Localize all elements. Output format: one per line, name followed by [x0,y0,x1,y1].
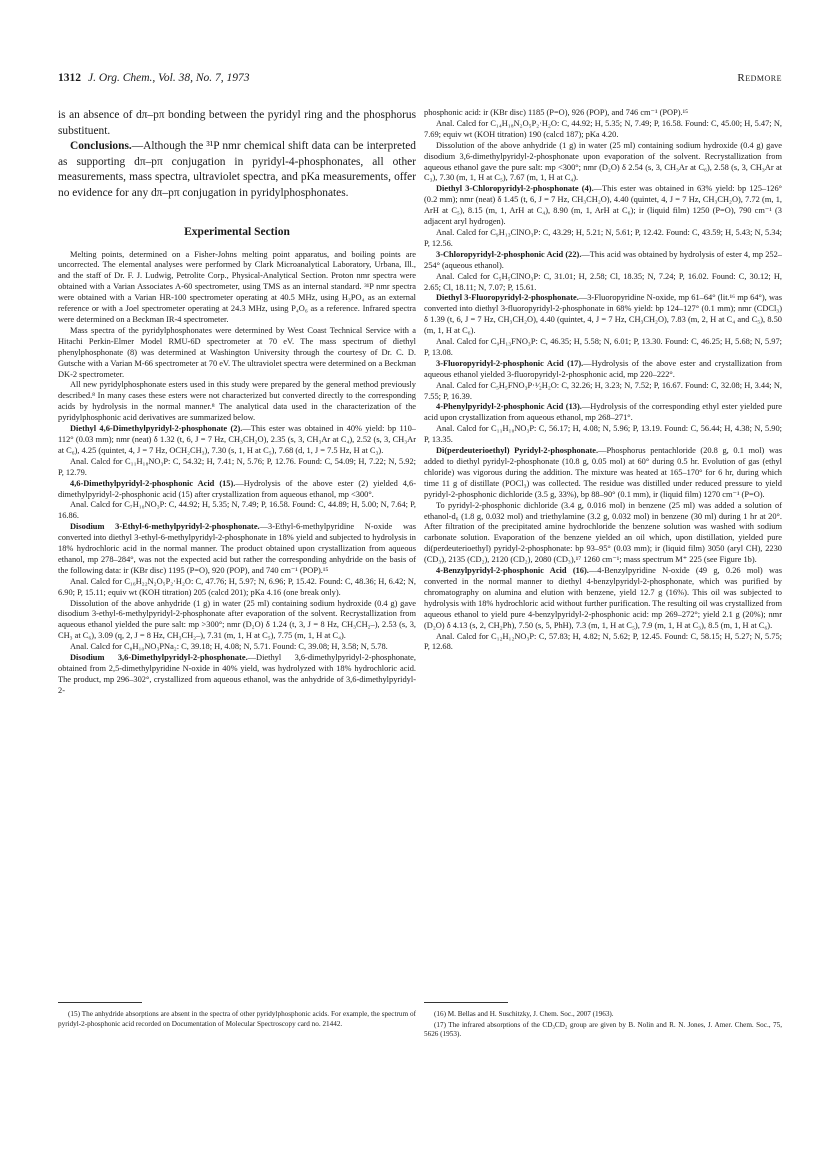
compound-paragraph: 4-Phenylpyridyl-2-phosphonic Acid (13).—Hydrolysis of the corresponding ethyl ester yielded pure acid upon crystallization from aqueous ethanol, mp 268–271°. [424,402,782,423]
compound-heading: 3-Chloropyridyl-2-phosphonic Acid (22). [436,249,582,259]
compound-paragraph: 4-Benzylpyridyl-2-phosphonic Acid (16).—4-Benzylpyridine N-oxide (49 g, 0.26 mol) was converted in the normal manner to diethyl 4-benzylpyridyl-2-phosphonate, which was purified by chromatography on alumina and elution with benzene, yield 12.7 g (16%). This oil was subjected to hydrolysis with 18% hydrochloric acid without further purification. The resulting oil was crystallized from aqueous ethanol to yield pure 4-benzylpyridyl-2-phosphonic acid: mp 269–272°; yield 2.1 g (20%); nmr (D₂O) δ 4.13 (s, 2, CH₂Ph), 7.50 (s, 5, PhH), 7.3 (m, 1, H at C₅), 7.9 (m, 1, H at C₃), 8.5 (m, 1, H at C₆). [424,566,783,630]
compound-paragraph: 3-Fluoropyridyl-2-phosphonic Acid (17).—Hydrolysis of the above ester and crystallization from aqueous ethanol yielded 3-fluoropyridyl-2-phosphonic acid, mp 220–222°. [424,358,782,379]
conclusions-heading: Conclusions. [70,140,132,153]
compound-heading: Disodium 3,6-Dimethylpyridyl-2-phosphonate. [70,653,248,663]
analysis-paragraph: Anal. Calcd for C₇H₁₀NO₃P: C, 44.92; H, 5.35; N, 7.49; P, 16.58. Found: C, 44.89; H, 5.00; N, 7.64; P, 16.86. [58,500,416,521]
compound-paragraph: Diethyl 3-Chloropyridyl-2-phosphonate (4).—This ester was obtained in 63% yield: bp 125–126° (0.2 mm); nmr (neat) δ 1.45 (t, 6, J = 7 Hz, CH₃CH₂O), 4.40 (quintet, 4, J = 7 Hz, CH₃CH₂O), 7.72 (m, 1, ArH at C₅), 8.15 (m, 1, ArH at C₄), 8.90 (m, 1, ArH at C₆); ir (liquid film) 1250 (P=O), 790 cm⁻¹ (3 adjacent aryl hydrogen). [424,184,782,227]
procedure-paragraph: To pyridyl-2-phosphonic dichloride (3.4 g, 0.016 mol) in benzene (25 ml) was added a solution of ethanol-d₆ (1.8 g, 0.032 mol) and triethylamine (3.2 g, 0.032 mol) in benzene (30 ml) during 1 hr at 20°. After filtration of the precipitated amine hydrochloride the benzene solution was washed with sodium carbonate solution. Evaporation of the benzene yielded an oil which, upon distillation, yielded pure di(perdeuterioethyl) pyridyl-2-phosphonate: bp 93–95° (0.03 mm); ir (liquid film) 3050 (aryl CH), 2230 (CD₃), 2135 (CD₂), 2120 (CD₂), 2080 (CD₃),¹⁷ 1260 cm⁻¹; mass spectrum M⁺ 225 (see Figure 1b). [424,500,782,565]
procedure-paragraph: Dissolution of the above anhydride (1 g) in water (25 ml) containing sodium hydroxide (0.4 g) gave disodium 3-ethyl-6-methylpyridyl-2-phosphonate after evaporation of the solvent. Recrystallization from aqueous ethanol yielded the pure salt: mp >300°; nmr (D₂O) δ 1.24 (t, 3, J = 8 Hz, CH₃CH₂–), 2.53 (s, 3, CH₃ at C₆), 3.09 (q, 2, J = 8 Hz, CH₃CH₂–), 7.31 (m, 1, H at C₅), 7.75 (m, 1, H at C₄). [58,598,416,641]
analysis-paragraph: Anal. Calcd for C₉H₁₃FNO₃P: C, 46.35; H, 5.58; N, 6.01; P, 13.30. Found: C, 46.25; H, 5.68; N, 5.97; P, 13.08. [424,337,782,357]
conclusions-text: —Although the ³¹P nmr chemical shift data can be interpreted as supporting dπ–pπ conjugation in pyridyl-4-phosphonates, all other measurements, mass spectra, ultraviolet spectra, and pKa measurements, offer no evidence for any dπ–pπ conjugation in pyridylphosphonates. [58,140,416,199]
journal-citation: J. Org. Chem., Vol. 38, No. 7, 1973 [88,72,250,84]
compound-paragraph: Disodium 3-Ethyl-6-methylpyridyl-2-phosphonate.—3-Ethyl-6-methylpyridine N-oxide was converted into diethyl 3-ethyl-6-methylpyridyl-2-phosphonate in 18% yield and subjected to hydrolysis in 18% hydrochloric acid in the normal manner. The product obtained upon crystallization from aqueous ethanol, mp 278–284°, was not the expected acid but rather the corresponding anhydride on the basis of the following data: ir (KBr disc) 1195 (P=O), 920 (POP), and 740 cm⁻¹ (POP).¹⁵ [58,522,417,575]
compound-heading: Di(perdeuterioethyl) Pyridyl-2-phosphonate. [436,446,599,456]
compound-heading: Disodium 3-Ethyl-6-methylpyridyl-2-phosphonate. [70,522,260,532]
analysis-paragraph: Anal. Calcd for C₅H₅ClNO₃P: C, 31.01; H, 2.58; Cl, 18.35; N, 7.24; P, 16.02. Found: C, 30.12; H, 2.65; Cl, 18.11; N, 7.07; P, 15.61. [424,271,782,292]
experimental-section-title: Experimental Section [184,225,290,238]
analysis-paragraph: Anal. Calcd for C₁₄H₁₈N₂O₅P₂·H₂O: C, 44.92; H, 5.35; N, 7.49; P, 16.58. Found: C, 45.00; H, 5.47; N, 7.69; equiv wt (KOH titration) 190 (calcd 187); pKa 4.20. [424,118,782,139]
analysis-paragraph: Anal. Calcd for C₈H₁₀NO₃PNa₂: C, 39.18; H, 4.08; N, 5.71. Found: C, 39.08; H, 3.58; N, 5.78. [70,642,388,652]
continued-paragraph: phosphonic acid: ir (KBr disc) 1185 (P=O), 926 (POP), and 746 cm⁻¹ (POP).¹⁵ [424,108,689,117]
general-method-paragraph: All new pyridylphosphonate esters used in this study were prepared by the general method previously described.⁸ In many cases these esters were not characterized but converted directly to the corresponding acids by hydrolysis in the normal manner.⁸ The analytical data used in the characterization of the pyridylphosphonic acid derivatives are summarized below. [58,380,416,423]
running-author: Redmore [737,72,782,84]
compound-paragraph: 3-Chloropyridyl-2-phosphonic Acid (22).—This acid was obtained by hydrolysis of ester 4, mp 252–254° (aqueous ethanol). [424,249,782,270]
analysis-paragraph: Anal. Calcd for C₁₁H₁₈NO₃P: C, 54.32; H, 7.41; N, 5.76; P, 12.76. Found: C, 54.09; H, 7.22; N, 5.92; P, 12.79. [58,456,416,477]
compound-paragraph: Diethyl 3-Fluoropyridyl-2-phosphonate.—3-Fluoropyridine N-oxide, mp 61–64° (lit.¹⁶ mp 64°), was converted into diethyl 3-fluoropyridyl-2-phosphonate in 68% yield: bp 124–127° (0.1 mm); nmr (CDCl₃) δ 1.39 (t, 6, J = 7 Hz, CH₃CH₂O), 4.40 (quintet, 4, J = 7 Hz, CH₃CH₂O), 7.83 (m, 2, H at C₄ and C₅), 8.50 (m, 1, H at C₆). [424,293,782,336]
analysis-paragraph: Anal. Calcd for C₉H₁₃ClNO₃P: C, 43.29; H, 5.21; N, 5.61; P, 12.42. Found: C, 43.59; H, 5.43; N, 5.34; P, 12.56. [424,227,782,248]
footnote-15: (15) The anhydride absorptions are absent in the spectra of other pyridylphosphonic acids. For example, the spectrum of pyridyl-2-phosphonic acid recorded on Documentation of Molecular Spectroscopy card no. 21442. [58,1010,416,1028]
compound-heading: 4-Phenylpyridyl-2-phosphonic Acid (13). [436,402,582,412]
footnotes-right [424,1010,782,1041]
footnote-17: (17) The infrared absorptions of the CD₃CD₂ group are given by B. Nolin and R. N. Jones, J. Amer. Chem. Soc., 75, 5626 (1953). [424,1020,782,1039]
page-header [58,72,782,88]
methods-paragraph: Melting points, determined on a Fisher-Johns melting point apparatus, and boiling points are uncorrected. The elemental analyses were performed by Clark Microanalytical Laboratory, Urbana, Ill., and the staff of Dr. F. J. Ludwig, Petrolite Corp., Physical-Analytical Section. Proton nmr spectra were obtained with a Varian Associates A-60 spectrometer, using TMS as an internal standard. ³¹P nmr spectra were obtained with a Varian HR-100 spectrometer operating at 40.5 MHz, using H₃PO₄ as an external reference or with a Joel spectrometer operating at 24.3 MHz, using P₄O₆ as a reference. Infrared spectra were determined on a Beckman IR-4 spectrometer. [58,249,416,324]
page-number: 1312 [58,72,81,84]
compound-paragraph: Disodium 3,6-Dimethylpyridyl-2-phosphonate.—Diethyl 3,6-dimethylpyridyl-2-phosphonate, obtained from 2,5-dimethylpyridine N-oxide in 40% yield, was hydrolyzed with 18% hydrochloric acid. The product, mp 296–302°, crystallized from aqueous ethanol, was the anhydride of 3,6-dimethylpyridyl-2- [58,653,416,695]
compound-paragraph: Diethyl 4,6-Dimethylpyridyl-2-phosphonate (2).—This ester was obtained in 40% yield: bp 110–112° (0.03 mm); nmr (neat) δ 1.32 (t, 6, J = 7 Hz, CH₃CH₂O), 2.35 (s, 3, CH₃Ar at C₄), 2.52 (s, 3, CH₃Ar at C₆), 4.25 (quintet, 4, J = 7 Hz, OCH₂CH₃), 7.30 (s, 1, H at C₅), 7.68 (d, 1, J = 7.5 Hz, H at C₃). [58,424,416,455]
compound-heading: Diethyl 3-Chloropyridyl-2-phosphonate (4). [436,184,594,194]
conclusions-paragraph [58,139,416,201]
analysis-paragraph: Anal. Calcd for C₁₆H₂₂N₂O₅P₂·H₂O: C, 47.76; H, 5.97; N, 6.96; P, 15.42. Found: C, 48.36; H, 6.42; N, 6.90; P, 15.11; equiv wt (KOH titration) 205 (calcd 201); pKa 4.16 (one break only). [58,576,416,597]
procedure-paragraph: Dissolution of the above anhydride (1 g) in water (25 ml) containing sodium hydroxide (0.4 g) gave disodium 3,6-dimethylpyridyl-2-phosphonate upon evaporation of the solvent. Recrystallization from aqueous ethanol gave the pure salt: mp <300°; nmr (D₂O) δ 2.54 (s, 3, CH₃Ar at C₆), 2.58 (s, 3, CH₃Ar at C₃), 7.30 (m, 1, H at C₅), 7.67 (m, 1, H at C₄). [424,140,782,183]
analysis-paragraph: Anal. Calcd for C₁₂H₁₂NO₃P: C, 57.83; H, 4.82; N, 5.62; P, 12.45. Found: C, 58.15; H, 5.27; N, 5.75; P, 12.68. [424,631,782,652]
footnote-16: (16) M. Bellas and H. Suschitzky, J. Chem. Soc., 2007 (1963). [434,1010,614,1018]
right-column [424,108,782,653]
left-column [58,108,416,697]
compound-heading: 4-Benzylpyridyl-2-phosphonic Acid (16). [436,566,589,576]
compound-paragraph: Di(perdeuterioethyl) Pyridyl-2-phosphonate.—Phosphorus pentachloride (20.8 g, 0.1 mol) was added to diethyl pyridyl-2-phosphonate (10.8 g, 0.05 mol) at 60° during 0.5 hr. Evolution of gas (ethyl chloride) was vigorous during the addition. The mixture was heated at 165–170° for 6 hr, during which time 11 g of distillate (POCl₃) was collected. The residue was distilled under reduced pressure to yield pyridyl-2-phosphonic dichloride (3.5 g, 33%), bp 88–90° (0.1 mm), ir (liquid film) 1270 cm⁻¹ (P=O). [424,446,782,499]
mass-spectra-paragraph: Mass spectra of the pyridylphosphonates were determined by West Coast Technical Service with a Hitachi Perkin-Elmer Model RMU-6D spectrometer at 70 eV. The mass spectrum of diethyl phenylphosphonate (8) was determined at Washington University through the courtesy of Dr. C. D. Gutsche with a Varian M-66 spectrometer at 70 eV. The ultraviolet spectra were determined on a Beckman DK-2 spectrometer. [58,325,416,379]
footnote-rule [58,1002,142,1003]
compound-heading: Diethyl 3-Fluoropyridyl-2-phosphonate. [436,293,579,303]
intro-paragraph: is an absence of dπ–pπ bonding between the pyridyl ring and the phosphorus substituent. [58,109,416,137]
compound-heading: 4,6-Dimethylpyridyl-2-phosphonic Acid (15). [70,478,236,488]
compound-heading: Diethyl 4,6-Dimethylpyridyl-2-phosphonate (2). [70,424,243,434]
compound-heading: 3-Fluoropyridyl-2-phosphonic Acid (17). [436,358,584,368]
footnotes-left [58,1010,416,1030]
compound-paragraph: 4,6-Dimethylpyridyl-2-phosphonic Acid (15).—Hydrolysis of the above ester (2) yielded 4,6-dimethylpyridyl-2-phosphonic acid (15) after crystallization from aqueous ethanol, mp <300°. [58,478,417,499]
analysis-paragraph: Anal. Calcd for C₁₁H₁₀NO₃P: C, 56.17; H, 4.08; N, 5.96; P, 13.19. Found: C, 56.44; H, 4.38; N, 5.90; P, 13.35. [424,424,782,445]
footnote-rule [424,1002,508,1003]
analysis-paragraph: Anal. Calcd for C₅H₅FNO₃P·¹⁄₂H₂O: C, 32.26; H, 3.23; N, 7.52; P, 16.67. Found: C, 32.08; H, 3.44; N, 7.55; P, 16.39. [424,380,782,401]
